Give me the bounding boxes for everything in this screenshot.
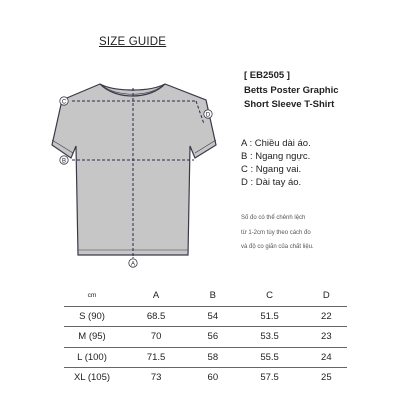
product-name-line-1: Betts Poster Graphic xyxy=(244,85,339,96)
tshirt-shape xyxy=(52,84,216,255)
cell-d: 24 xyxy=(321,351,332,363)
cell-b: 56 xyxy=(207,331,219,343)
size-label: M (95) xyxy=(78,331,106,343)
marker-b xyxy=(60,156,68,165)
cell-a: 68.5 xyxy=(146,310,166,322)
marker-d xyxy=(204,110,212,119)
cell-b: 58 xyxy=(207,351,219,363)
svg-text:C: C xyxy=(61,99,67,106)
table-row xyxy=(64,306,347,327)
cell-d: 25 xyxy=(321,372,332,384)
table-header-row xyxy=(64,286,347,306)
cell-a: 73 xyxy=(150,372,162,384)
measurement-legend xyxy=(241,137,311,189)
table-row xyxy=(64,368,347,388)
cell-a: 71.5 xyxy=(146,351,166,363)
svg-text:A: A xyxy=(130,261,136,268)
cell-c: 51.5 xyxy=(260,310,279,322)
size-table xyxy=(64,286,347,388)
cell-b: 54 xyxy=(207,310,219,322)
table-row xyxy=(64,347,347,368)
header-b: B xyxy=(209,290,217,302)
legend-item: C : Ngang vai. xyxy=(241,164,302,175)
size-label: S (90) xyxy=(79,310,105,322)
legend-item: B : Ngang ngực. xyxy=(241,151,311,162)
cell-d: 23 xyxy=(321,331,332,343)
svg-text:D: D xyxy=(205,112,211,119)
cell-c: 55.5 xyxy=(260,351,279,363)
table-row xyxy=(64,327,347,348)
legend-item: D : Dài tay áo. xyxy=(241,177,302,188)
product-name xyxy=(244,84,339,112)
note-line: và độ co giãn của chất liệu. xyxy=(241,244,314,250)
cell-d: 22 xyxy=(321,310,332,322)
marker-a xyxy=(129,259,137,268)
legend-item: A : Chiều dài áo. xyxy=(241,138,311,149)
size-label: L (100) xyxy=(77,351,107,363)
cell-c: 53.5 xyxy=(260,331,279,343)
cell-b: 60 xyxy=(207,372,219,384)
header-d: D xyxy=(322,290,330,302)
header-c: C xyxy=(266,290,274,302)
product-name-line-2: Short Sleeve T-Shirt xyxy=(244,99,335,110)
header-unit: cm xyxy=(87,292,97,300)
cell-a: 70 xyxy=(150,331,162,343)
product-code: [ EB2505 ] xyxy=(244,70,290,81)
size-label: XL (105) xyxy=(73,372,111,384)
header-a: A xyxy=(152,290,160,302)
note-line: Số đo có thể chênh lệch xyxy=(241,215,306,221)
size-guide-title: SIZE GUIDE xyxy=(99,36,167,48)
marker-c xyxy=(60,97,68,106)
svg-text:B: B xyxy=(61,158,67,165)
note-line: từ 1-2cm tùy theo cách đo xyxy=(241,229,311,236)
measurement-note xyxy=(241,211,314,255)
cell-c: 57.5 xyxy=(260,372,279,384)
